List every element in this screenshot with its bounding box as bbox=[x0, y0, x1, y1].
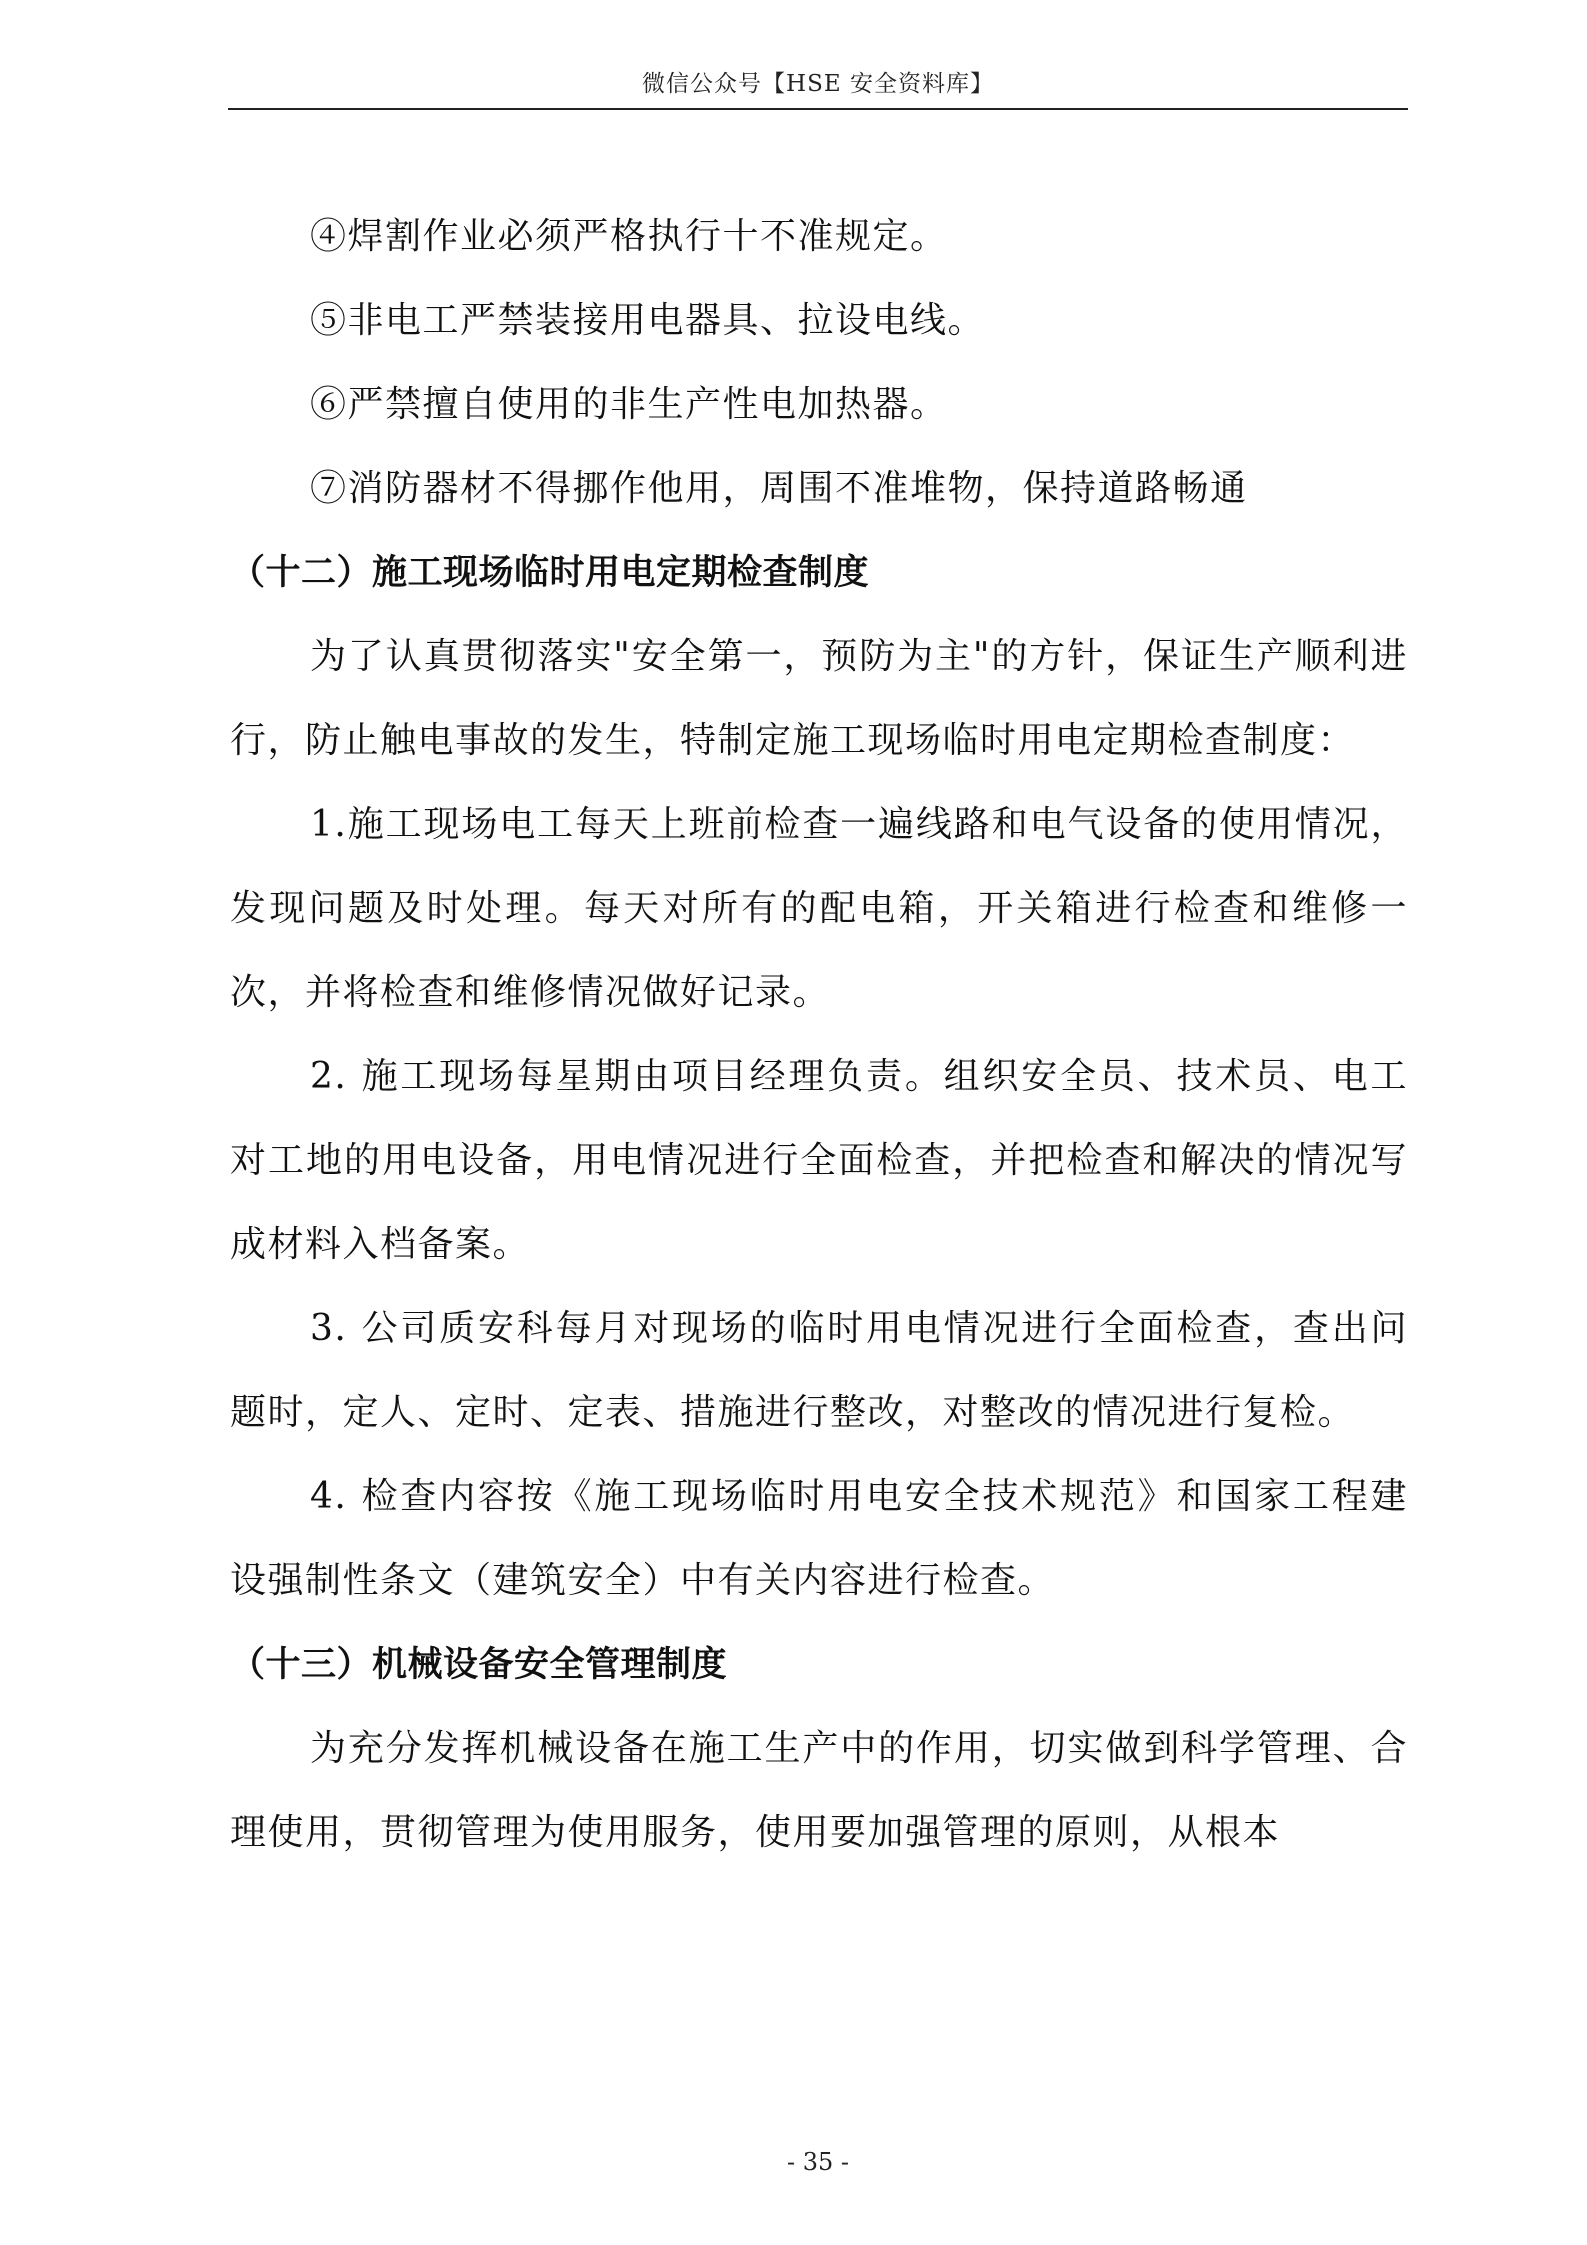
section-12-item-3: 3. 公司质安科每月对现场的临时用电情况进行全面检查，查出问题时，定人、定时、定表、措施进行整改，对整改的情况进行复检。 bbox=[230, 1308, 1408, 1433]
page-number: - 35 - bbox=[786, 2148, 849, 2176]
rule-item-5: ⑤非电工严禁装接用电器具、拉设电线。 bbox=[310, 300, 986, 341]
rule-item-4: ④焊割作业必须严格执行十不准规定。 bbox=[310, 216, 948, 257]
section-12-item-1: 1.施工现场电工每天上班前检查一遍线路和电气设备的使用情况，发现问题及时处理。每天对所有的配电箱，开关箱进行检查和维修一次，并将检查和维修情况做好记录。 bbox=[230, 804, 1408, 1013]
header-divider bbox=[228, 108, 1408, 110]
section-12-heading: （十二）施工现场临时用电定期检查制度 bbox=[230, 553, 870, 593]
rule-item-6: ⑥严禁擅自使用的非生产性电加热器。 bbox=[310, 384, 948, 425]
section-12-item-4: 4. 检查内容按《施工现场临时用电安全技术规范》和国家工程建设强制性条文（建筑安全）中有关内容进行检查。 bbox=[230, 1476, 1408, 1601]
section-12-intro: 为了认真贯彻落实"安全第一，预防为主"的方针，保证生产顺利进行，防止触电事故的发生，特制定施工现场临时用电定期检查制度： bbox=[230, 636, 1408, 761]
page-header: 微信公众号【HSE 安全资料库】 bbox=[642, 71, 994, 97]
section-13-intro: 为充分发挥机械设备在施工生产中的作用，切实做到科学管理、合理使用，贯彻管理为使用服务，使用要加强管理的原则，从根本 bbox=[230, 1728, 1408, 1853]
document-body bbox=[230, 195, 1408, 1875]
rule-item-7: ⑦消防器材不得挪作他用，周围不准堆物，保持道路畅通 bbox=[310, 468, 1248, 509]
section-12-item-2: 2. 施工现场每星期由项目经理负责。组织安全员、技术员、电工对工地的用电设备，用电情况进行全面检查，并把检查和解决的情况写成材料入档备案。 bbox=[230, 1056, 1408, 1265]
section-13-heading: （十三）机械设备安全管理制度 bbox=[230, 1645, 728, 1685]
